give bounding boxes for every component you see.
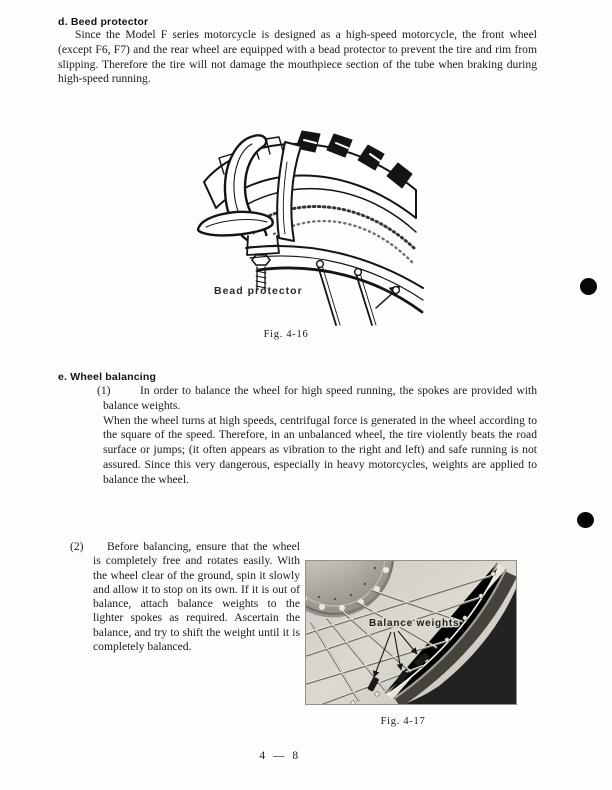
- balance-weights-photo: [305, 560, 517, 705]
- item-1-paragraph-2: When the wheel turns at high speeds, centrifugal force is generated in the wheel according to the square of the speed. Therefore, in an unbalanced wheel, the tire violently beats the road surface or jumps; (it often appears as vibration to the right and left) and safe running is not assured. Since this very dangerous, especially in heavy motorcycles, weights are applied to balance the wheel.: [103, 413, 537, 486]
- list-item-2: [70, 540, 302, 654]
- section-e-heading: e. Wheel balancing: [58, 371, 157, 383]
- item-1-number: (1): [97, 384, 111, 397]
- section-d-heading: d. Beed protector: [58, 16, 149, 28]
- binding-hole-bottom: [577, 512, 594, 528]
- item-2-number: (2): [70, 540, 84, 553]
- list-item-1: [97, 384, 537, 488]
- balance-weights-label: Balance weights: [369, 618, 460, 629]
- figure-4-16-caption: Fig. 4-16: [263, 329, 309, 340]
- section-d-paragraph: Since the Model F series motorcycle is designed as a high-speed motorcycle, the front wheel (except F6, F7) and the rear wheel are equipped with a bead protector to prevent the tire and rim from slipping. Therefore the tire will not damage the mouthpiece section of the tube when braking during high-speed running.: [58, 28, 537, 86]
- bead-protector-label: Bead protector: [214, 285, 303, 297]
- item-1-paragraph-1: In order to balance the wheel for high speed running, the spokes are provided with balance weights.: [103, 384, 537, 412]
- figure-4-17-caption: Fig. 4-17: [380, 716, 426, 727]
- binding-hole-top: [580, 278, 597, 295]
- bead-protector-illustration: [190, 118, 425, 326]
- page-number: 4 — 8: [259, 750, 301, 762]
- item-2-paragraph: Before balancing, ensure that the wheel is completely free and rotates easily. With the wheel clear of the ground, spin it slowly and allow it to stop on its own. If it is out of balance, attach balance weights to the lighter spokes as required. Ascertain the balance, and try to shift the weight until it is completely balanced.: [93, 540, 300, 654]
